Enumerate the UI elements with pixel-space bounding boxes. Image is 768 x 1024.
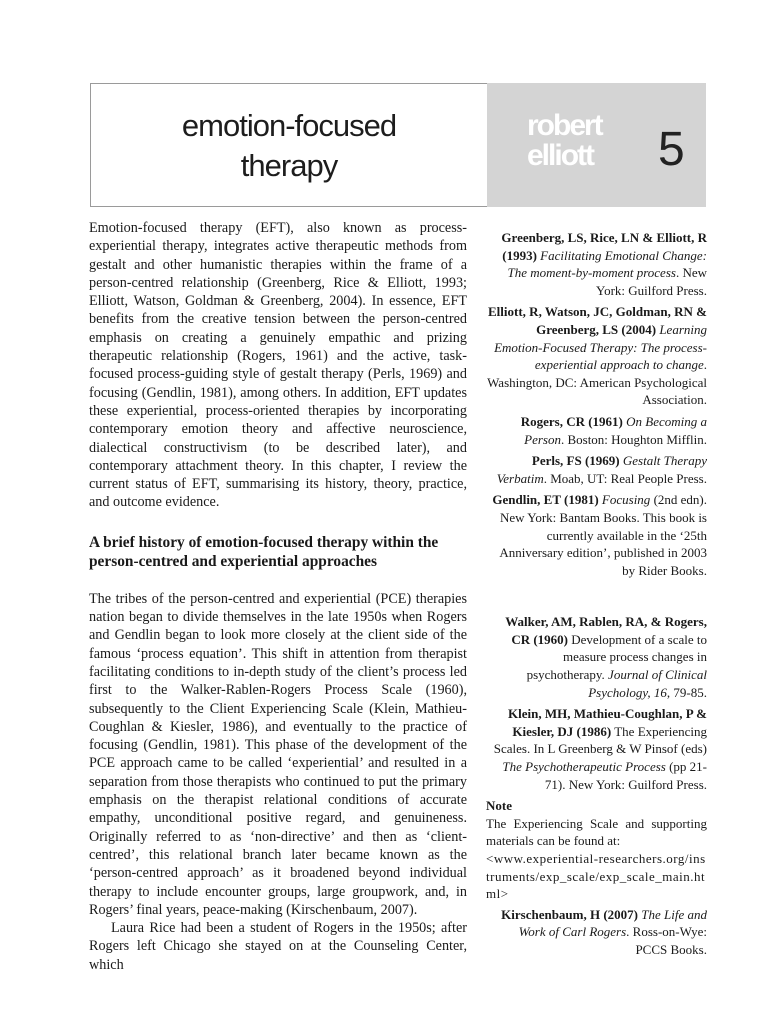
chapter-title (91, 106, 487, 186)
chapter-number: 5 (658, 123, 685, 176)
reference-authors: Elliott, R, Watson, JC, Goldman, RN & Greenberg, LS (2004) (488, 304, 707, 337)
chapter-header (90, 83, 706, 207)
sidebar-references (486, 229, 707, 963)
reference-authors: Kirschenbaum, H (2007) (501, 906, 639, 922)
author-panel (487, 83, 706, 207)
chapter-title-line2: therapy (240, 148, 338, 183)
author-last-name: elliott (527, 139, 593, 172)
reference-authors: Klein, MH, Mathieu-Coughlan, P & Kiesler, DJ (1986) (508, 706, 707, 739)
author-name (527, 111, 602, 171)
body-paragraph-2: Laura Rice had been a student of Rogers in the 1950s; after Rogers left Chicago she stayed on at the Counseling Center, which (89, 920, 467, 973)
reference-text: Development of a scale to measure process changes in psychotherapy. (526, 631, 707, 683)
reference-entry (486, 413, 707, 448)
reference-authors: Rogers, CR (1961) (520, 413, 623, 429)
note-url: <www.experiential-researchers.org/instruments/exp_scale/exp_scale_main.html> (486, 851, 706, 902)
note-heading: Note (486, 798, 512, 814)
reference-title: Gestalt Therapy Verbatim (496, 453, 707, 486)
reference-title: The Life and Work of Carl Rogers (518, 906, 707, 940)
reference-text: The Experiencing Scales. In L Greenberg & W Pinsof (eds) (493, 723, 707, 757)
reference-entry (486, 229, 707, 299)
reference-publisher: (pp 21-71). New York: Guilford Press. (544, 759, 707, 792)
reference-entry (486, 613, 707, 701)
reference-entry (486, 491, 707, 579)
author-first-name: robert (527, 109, 602, 142)
reference-title: Facilitating Emotional Change: The moment-by-moment process (507, 247, 707, 281)
reference-entry (486, 906, 707, 959)
note-text (486, 815, 707, 903)
reference-authors: Greenberg, LS, Rice, LN & Elliott, R (1993) (501, 230, 707, 263)
reference-publisher: . Moab, UT: Real People Press. (543, 470, 707, 486)
reference-publisher: . Ross-on-Wye: PCCS Books. (626, 924, 707, 957)
reference-title: On Becoming a Person (524, 413, 707, 447)
reference-entry (486, 705, 707, 793)
reference-authors: Perls, FS (1969) (531, 453, 620, 469)
reference-publisher: . Washington, DC: American Psychological Association. (487, 357, 707, 408)
reference-gap (486, 583, 707, 613)
note-body: The Experiencing Scale and supporting materials can be found at: (486, 815, 707, 849)
reference-title: Focusing (601, 492, 651, 508)
reference-publisher: . Boston: Houghton Mifflin. (560, 431, 707, 447)
title-box (90, 83, 488, 207)
main-column (89, 219, 467, 974)
reference-publisher: , 79-85. (666, 684, 707, 700)
reference-entry (486, 303, 707, 409)
section-heading: A brief history of emotion-focused therapy within the person-centred and experiential approaches (89, 533, 439, 570)
reference-title: Journal of Clinical Psychology, 16 (588, 667, 707, 700)
reference-authors: Walker, AM, Rablen, RA, & Rogers, CR (1960) (505, 614, 707, 647)
reference-authors: Gendlin, ET (1981) (492, 492, 599, 508)
reference-title: The Psychotherapeutic Process (502, 759, 666, 775)
chapter-title-line1: emotion-focused (181, 108, 397, 143)
reference-entry (486, 452, 707, 487)
intro-paragraph: Emotion-focused therapy (EFT), also known as process-experiential therapy, integrates active therapeutic methods from gestalt and other humanistic therapies within the frame of a person-centred relationship (Greenberg, Rice & Elliott, 1993; Elliott, Watson, Goldman & Greenberg, 2004). In essence, EFT benefits from the creative tension between the person-centred emphasis on creating a genuinely empathic and prizing therapeutic relationship (Rogers, 1961) and the active, task-focused process-guiding style of gestalt therapy (Perls, 1969) and focusing (Gendlin, 1981), among others. In addition, EFT updates these experiential, process-oriented therapies by incorporating contemporary emotion theory and affective neuroscience, dialectical constructivism (to be described later), and contemporary attachment theory. In this chapter, I review the current status of EFT, summarising its history, theory, practice, and outcome evidence. (89, 220, 467, 511)
body-paragraph-1: The tribes of the person-centred and experiential (PCE) therapies nation began to divide themselves in the late 1950s when Rogers and Gendlin began to look more closely at the client side of the famous ‘process equation’. This shift in attention from therapist facilitating conditions to in-depth study of the client’s process led first to the Walker-Rablen-Rogers Process Scale (1960), subsequently to the Client Experiencing Scale (Klein, Mathieu-Coughlan & Kiesler, 1986), and eventually to the practice of focusing (Gendlin, 1981). This phase of the development of the PCE approach came to be called ‘experiential’ and resulted in a separation from those therapists who continued to put the primary emphasis on the therapist relational conditions of accurate empathy, unconditional positive regard, and genuineness. Originally referred to as ‘non-directive’ and then as ‘client-centred’, this relational branch later became known as the ‘person-centred approach’ as it broadened beyond individual therapy to include encounter groups, large groupwork, and, in Rogers’ final years, peace-making (Kirschenbaum, 2007). (89, 590, 467, 918)
reference-publisher: (2nd edn). New York: Bantam Books. This book is currently available in the ‘25th Anniversary edition’, published in 2003 by Rider Books. (499, 492, 707, 578)
reference-title: Learning Emotion-Focused Therapy: The process-experiential approach to change (494, 321, 707, 373)
reference-publisher: . New York: Guilford Press. (596, 265, 707, 298)
